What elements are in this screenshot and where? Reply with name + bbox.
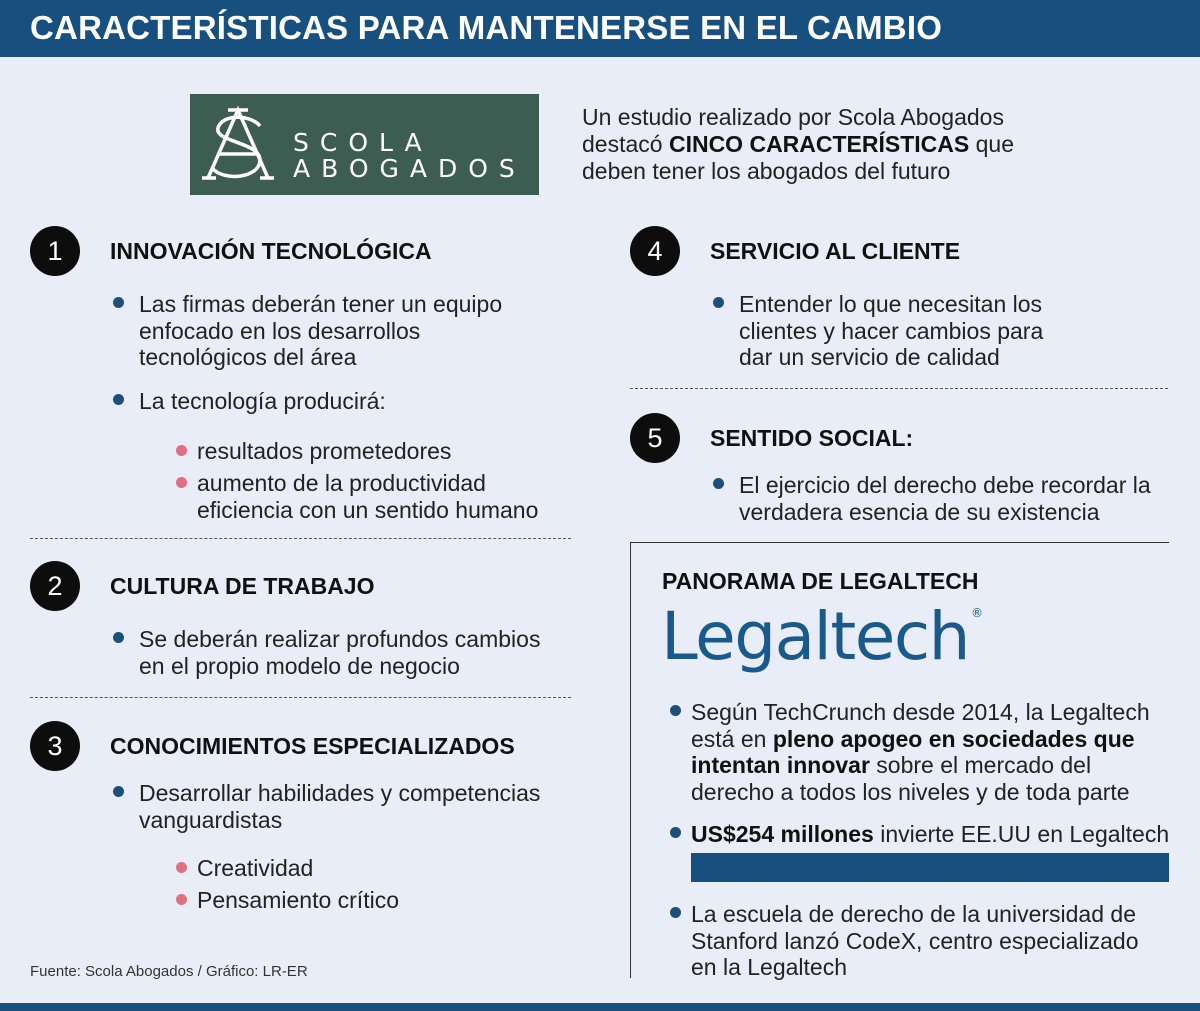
divider xyxy=(630,388,1168,389)
intro-part1: Un estudio realizado por Scola Abogados destacó xyxy=(582,104,1004,157)
section-heading-5: SENTIDO SOCIAL: xyxy=(710,425,914,451)
panorama-left-rule xyxy=(630,542,631,978)
bullet-icon xyxy=(670,705,681,716)
panorama-bullet-1-bold: pleno apogeo en sociedades que intentan innovar xyxy=(691,725,1135,778)
bullet-icon xyxy=(113,786,124,797)
registered-mark-icon: ® xyxy=(971,606,983,620)
section-2-bullet-1: Se deberán realizar profundos cambios en el propio modelo de negocio xyxy=(139,626,541,679)
bullet-icon xyxy=(670,827,681,838)
section-3-subbullet-2: Pensamiento crítico xyxy=(197,887,399,913)
panorama-bullet-1-part1: Según TechCrunch desde 2014, la Legaltech está en xyxy=(691,699,1150,752)
section-1-bullet-1: Las firmas deberán tener un equipo enfocado en los desarrollos tecnológicos del área xyxy=(139,291,503,370)
panorama-bullet-3: La escuela de derecho de la universidad de Stanford lanzó CodeX, centro especializado en la Legaltech xyxy=(691,901,1139,980)
panorama-bullet-1-part2: sobre el mercado del derecho a todos los niveles y de toda parte xyxy=(691,752,1130,805)
panorama-bullet-2-bold: US$254 millones xyxy=(691,821,874,847)
intro-part2: que deben tener los abogados del futuro xyxy=(582,131,1014,184)
intro-bold: CINCO CARACTERÍSTICAS xyxy=(668,131,970,157)
sa-monogram-icon xyxy=(200,102,276,188)
legaltech-logo xyxy=(661,598,983,675)
scola-abogados-logo xyxy=(190,94,539,195)
panorama-top-rule xyxy=(630,542,1169,543)
section-heading-4: SERVICIO AL CLIENTE xyxy=(710,238,961,264)
logo-word-abogados: ABOGADOS xyxy=(293,154,526,183)
section-number-4: 4 xyxy=(630,226,680,276)
section-number-1: 1 xyxy=(30,226,80,276)
bullet-icon xyxy=(113,394,124,405)
divider xyxy=(30,697,571,698)
sub-bullet-icon xyxy=(176,862,187,873)
section-5-bullet-1: El ejercicio del derecho debe recordar la verdadera esencia de su existencia xyxy=(739,472,1151,525)
section-number-3: 3 xyxy=(30,721,80,771)
sub-bullet-icon xyxy=(176,445,187,456)
investment-bar xyxy=(691,853,1169,882)
panorama-bullet-1 xyxy=(691,699,1166,805)
section-1-bullet-2: La tecnología producirá: xyxy=(139,388,386,414)
section-heading-2: CULTURA DE TRABAJO xyxy=(110,573,375,599)
section-1-subbullet-2: aumento de la productividad eficiencia con un sentido humano xyxy=(197,470,539,523)
section-1-subbullet-1: resultados prometedores xyxy=(197,438,452,464)
section-3-subbullet-1: Creatividad xyxy=(197,855,314,881)
bullet-icon xyxy=(113,297,124,308)
section-3-bullet-1: Desarrollar habilidades y competencias vanguardistas xyxy=(139,780,541,833)
bullet-icon xyxy=(713,478,724,489)
section-4-bullet-1: Entender lo que necesitan los clientes y hacer cambios para dar un servicio de calidad xyxy=(739,291,1044,370)
page-title: CARACTERÍSTICAS PARA MANTENERSE EN EL CAMBIO xyxy=(30,9,943,46)
section-heading-3: CONOCIMIENTOS ESPECIALIZADOS xyxy=(110,733,515,759)
section-number-5: 5 xyxy=(630,413,680,463)
panorama-heading: PANORAMA DE LEGALTECH xyxy=(662,568,979,594)
bullet-icon xyxy=(713,297,724,308)
source-note: Fuente: Scola Abogados / Gráfico: LR-ER xyxy=(30,963,308,980)
sub-bullet-icon xyxy=(176,894,187,905)
bullet-icon xyxy=(113,632,124,643)
logo-word-scola: SCOLA xyxy=(293,128,433,157)
intro-text xyxy=(582,104,1032,185)
section-number-2: 2 xyxy=(30,561,80,611)
divider xyxy=(30,538,571,539)
bullet-icon xyxy=(670,907,681,918)
title-bar xyxy=(0,0,1200,57)
panorama-bullet-2 xyxy=(691,821,1171,848)
sub-bullet-icon xyxy=(176,477,187,488)
legaltech-logo-text: Legaltech xyxy=(661,598,969,675)
panorama-bullet-2-part2: invierte EE.UU en Legaltech xyxy=(873,821,1170,847)
section-heading-1: INNOVACIÓN TECNOLÓGICA xyxy=(110,238,432,264)
bottom-bar xyxy=(0,1003,1200,1011)
